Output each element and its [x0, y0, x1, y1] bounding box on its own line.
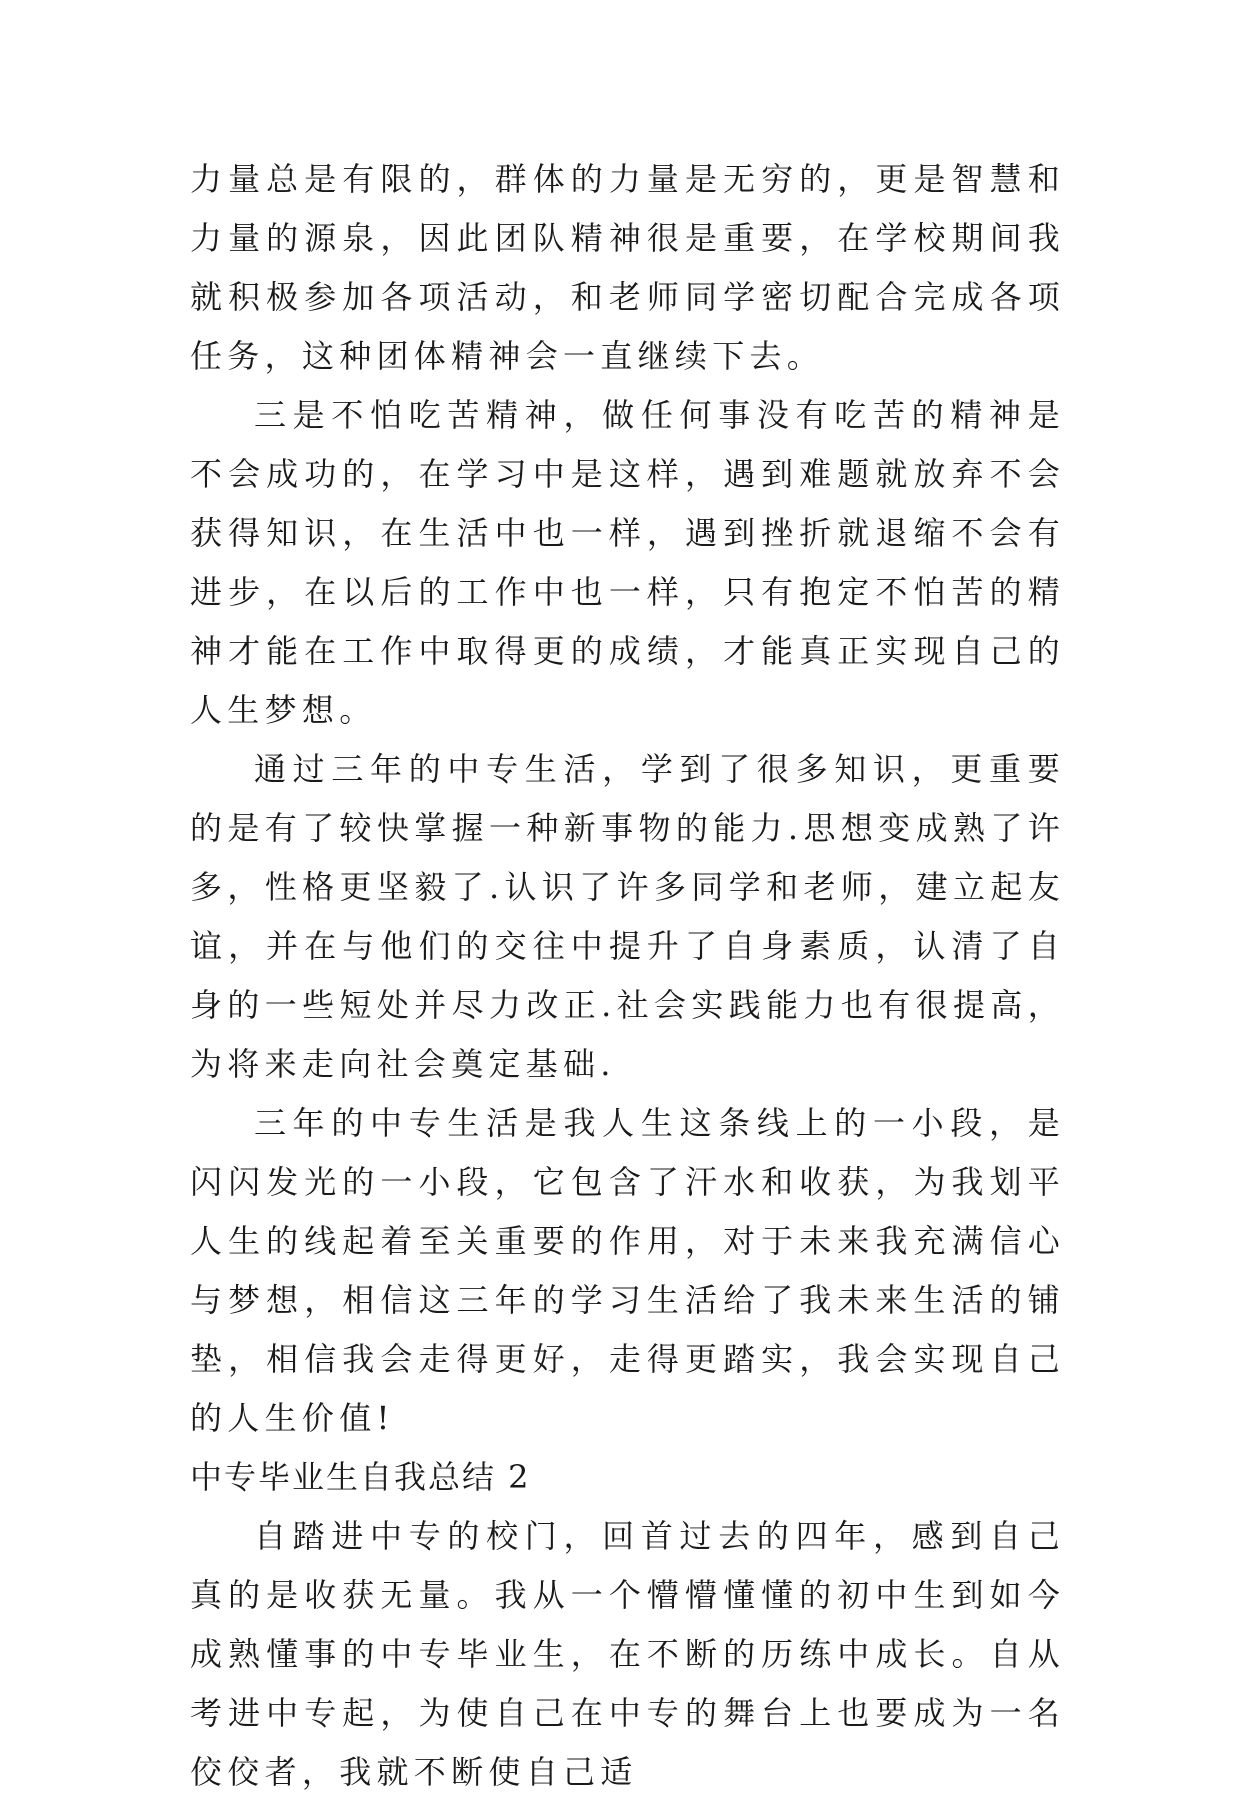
document-body: [190, 150, 1065, 1802]
paragraph-hardship-spirit: 三是不怕吃苦精神，做任何事没有吃苦的精神是不会成功的，在学习中是这样，遇到难题就放弃不会获得知识，在生活中也一样，遇到挫折就退缩不会有进步，在以后的工作中也一样，只有抱定不怕苦的精神才能在工作中取得更的成绩，才能真正实现自己的人生梦想。: [190, 396, 1065, 729]
paragraph-teamwork-continued: 力量总是有限的，群体的力量是无穷的，更是智慧和力量的源泉，因此团队精神很是重要，在学校期间我就积极参加各项活动，和老师同学密切配合完成各项任务，这种团体精神会一直继续下去。: [190, 160, 1065, 375]
paragraph-section2-intro: 自踏进中专的校门，回首过去的四年，感到自己真的是收获无量。我从一个懵懵懂懂的初中生到如今成熟懂事的中专毕业生，在不断的历练中成长。自从考进中专起，为使自己在中专的舞台上也要成为一名佼佼者，我就不断使自己适: [190, 1517, 1065, 1791]
paragraph-life-value: 三年的中专生活是我人生这条线上的一小段，是闪闪发光的一小段，它包含了汗水和收获，为我划平人生的线起着至关重要的作用，对于未来我充满信心与梦想，相信这三年的学习生活给了我未来生活的铺垫，相信我会走得更好，走得更踏实，我会实现自己的人生价值!: [190, 1104, 1065, 1437]
section-title: 中专毕业生自我总结 2: [190, 1458, 531, 1496]
paragraph-three-years-growth: 通过三年的中专生活，学到了很多知识，更重要的是有了较快掌握一种新事物的能力.思想变成熟了许多，性格更坚毅了.认识了许多同学和老师，建立起友谊，并在与他们的交往中提升了自身素质，认清了自身的一些短处并尽力改正.社会实践能力也有很提高，为将来走向社会奠定基础.: [190, 750, 1065, 1083]
